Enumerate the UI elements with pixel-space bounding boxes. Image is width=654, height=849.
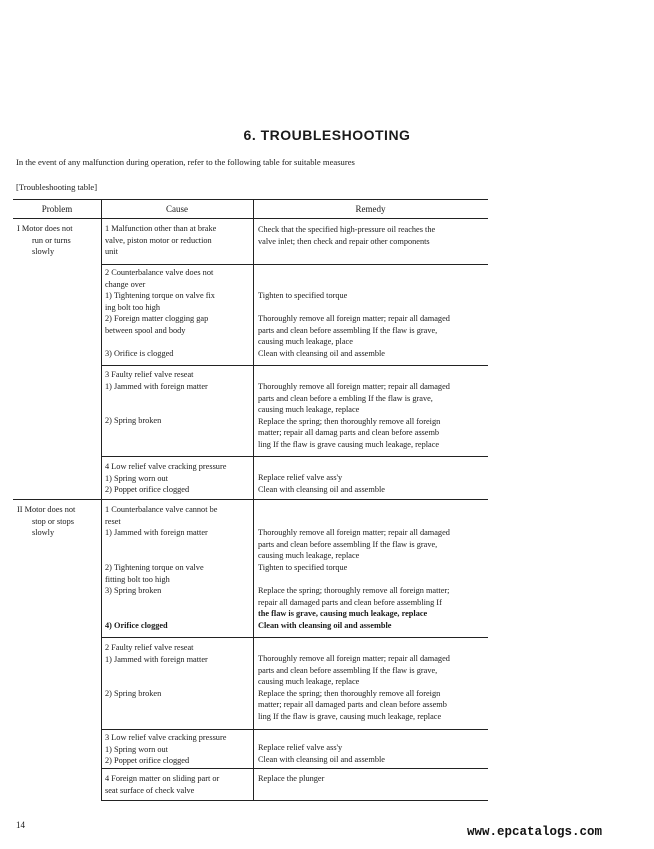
cause-block: 4 Low relief valve cracking pressure 1) Spring worn out 2) Poppet orifice clogged xyxy=(105,462,227,495)
row-divider xyxy=(101,456,488,457)
remedy-block: Thoroughly remove all foreign matter; repair all damaged parts and clean before a embling If the flaw is grave, causing much leakage, replace Replace the spring; then thoroughly remove all foreign matter; repair all damag parts and clean before assemb ling If the flaw is grave causing much leakage, replace xyxy=(258,382,450,449)
cause-block: 1 Malfunction other than at brake valve, piston motor or reduction unit xyxy=(105,224,217,257)
column-divider-remedy xyxy=(253,199,254,801)
problem-2: II Motor does not stop or stops slowly xyxy=(17,505,76,538)
problem-1: I Motor does not run or turns slowly xyxy=(17,224,73,257)
intro-text: In the event of any malfunction during operation, refer to the following table for suitable measures xyxy=(16,157,355,167)
remedy-block: Check that the specified high-pressure oil reaches the valve inlet; then check and repair other components xyxy=(258,225,436,246)
remedy-block: Tighten to specified torque Thoroughly remove all foreign matter; repair all damaged parts and clean before assembling If the flaw is grave, causing much leakage, place Clean with cleansing oil and assemble xyxy=(258,291,450,358)
cause-block: 1 Counterbalance valve cannot be reset 1) Jammed with foreign matter 2) Tightening torque on valve fitting bolt too high 3) Spring broken 4) Orifice clogged xyxy=(105,505,218,630)
cause-block: 2 Counterbalance valve does not change over 1) Tightening torque on valve fix ing bolt too high 2) Foreign matter clogging gap between spool and body 3) Orifice is clogged xyxy=(105,268,215,359)
remedy-block: Replace relief valve ass'y Clean with cleansing oil and assemble xyxy=(258,473,385,494)
table-header-rule xyxy=(13,218,488,219)
column-divider-cause xyxy=(101,199,102,801)
remedy-block: Thoroughly remove all foreign matter; repair all damaged parts and clean before assembling If the flaw is grave, causing much leakage, replace Tighten to specified torque Replace the spring; thoroughly remove all foreign matter; repair all damaged parts and clean before assembling If the flaw is grave, causing much leakage, replace Clean with cleansing oil and assemble xyxy=(258,528,450,630)
page-number: 14 xyxy=(16,820,25,830)
cause-block: 4 Foreign matter on sliding part or seat surface of check valve xyxy=(105,774,220,795)
table-caption: [Troubleshooting table] xyxy=(16,182,98,192)
problem-divider xyxy=(13,499,488,500)
cause-block: 3 Faulty relief valve reseat 1) Jammed with foreign matter 2) Spring broken xyxy=(105,370,208,426)
watermark: www.epcatalogs.com xyxy=(466,825,602,839)
cause-block: 3 Low relief valve cracking pressure 1) Spring worn out 2) Poppet orifice clogged xyxy=(105,733,227,766)
table-bottom-rule xyxy=(101,800,488,801)
row-divider xyxy=(101,768,488,769)
row-divider xyxy=(101,365,488,366)
header-problem: Problem xyxy=(41,204,73,214)
remedy-block: Replace the plunger xyxy=(258,774,325,783)
header-remedy: Remedy xyxy=(355,204,386,214)
row-divider xyxy=(101,729,488,730)
page-title: 6. TROUBLESHOOTING xyxy=(243,127,411,143)
header-cause: Cause xyxy=(166,204,188,214)
remedy-block: Thoroughly remove all foreign matter; repair all damaged parts and clean before assembling If the flaw is grave, causing much leakage, replace Replace the spring; then thoroughly remove all foreign matter; repair all damaged parts and clean before assemb ling If the flaw is grave, causing much leakage, replace xyxy=(258,654,450,721)
row-divider xyxy=(101,264,488,265)
row-divider xyxy=(101,637,488,638)
remedy-block: Replace relief valve ass'y Clean with cleansing oil and assemble xyxy=(258,743,385,764)
cause-block: 2 Faulty relief valve reseat 1) Jammed with foreign matter 2) Spring broken xyxy=(105,643,208,699)
table-top-rule xyxy=(13,199,488,200)
